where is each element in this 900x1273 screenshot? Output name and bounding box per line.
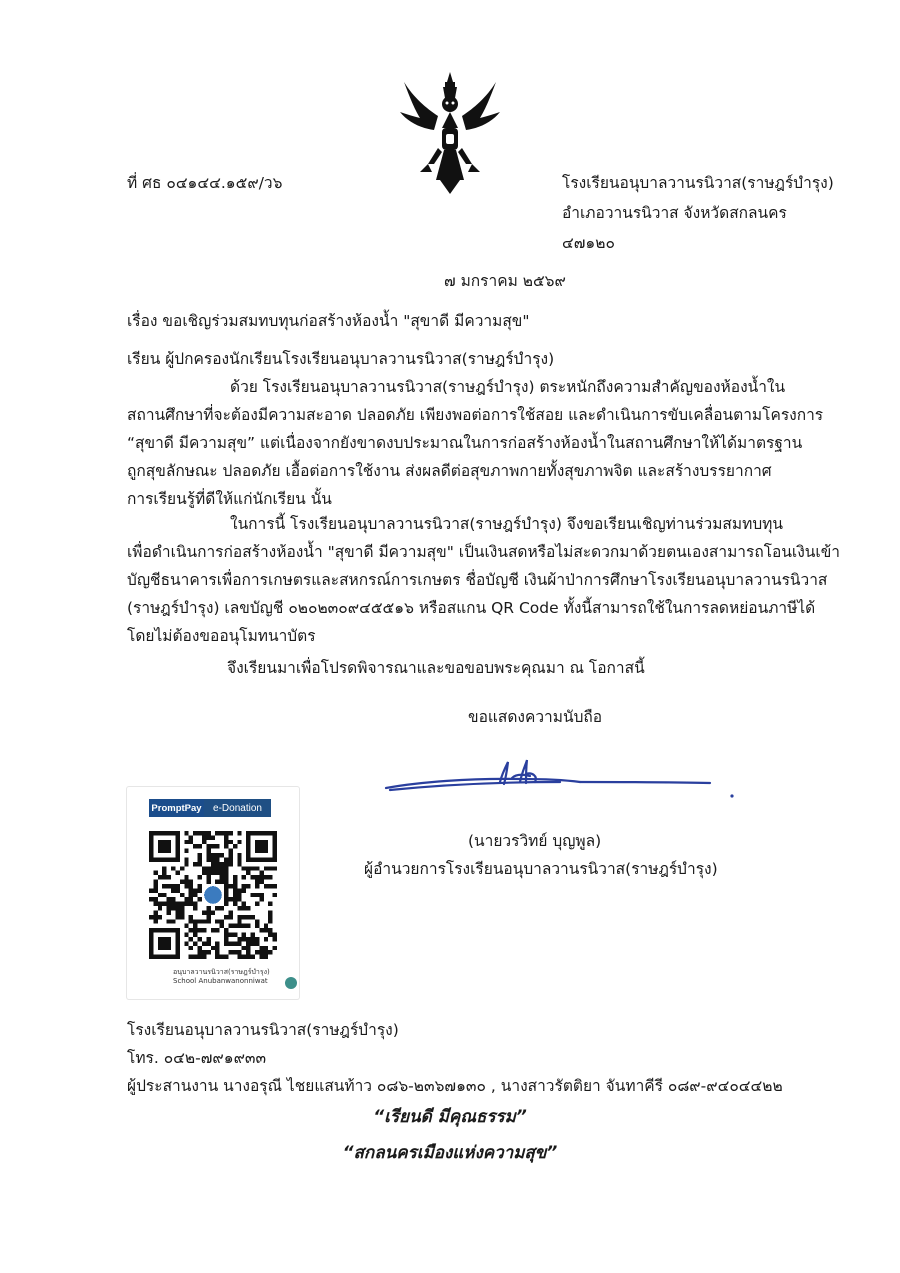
letter-date: ๗ มกราคม ๒๕๖๙ — [444, 272, 566, 290]
closing-sentence: จึงเรียนมาเพื่อโปรดพิจารณาและขอขอบพระคุณมา ณ โอกาสนี้ — [227, 659, 645, 677]
regards-text: ขอแสดงความนับถือ — [468, 708, 603, 726]
paragraph-line: โดยไม่ต้องขออนุโมทนาบัตร — [127, 627, 316, 645]
paragraph-line: ด้วย โรงเรียนอนุบาลวานรนิวาส(ราษฎร์บำรุง) ตระหนักถึงความสำคัญของห้องน้ำใน — [230, 378, 786, 396]
reference-number: ที่ ศธ ๐๔๑๔๔.๑๕๙/ว๖ — [127, 174, 283, 192]
paragraph-line: สถานศึกษาที่จะต้องมีความสะอาด ปลอดภัย เพียงพอต่อการใช้สอย และดำเนินการขับเคลื่อนตามโครงการ — [127, 406, 824, 424]
sender-postcode: ๔๗๑๒๐ — [562, 234, 615, 252]
paragraph-line: เพื่อดำเนินการก่อสร้างห้องน้ำ "สุขาดี มีความสุข" เป็นเงินสดหรือไม่สะดวกมาด้วยตนเองสามารถโอนเงินเข้า — [127, 543, 840, 561]
school-motto: “เรียนดี มีคุณธรรม” — [373, 1107, 527, 1127]
letter-recipient: เรียน ผู้ปกครองนักเรียนโรงเรียนอนุบาลวานรนิวาส(ราษฎร์บำรุง) — [127, 350, 555, 368]
paragraph-line: ถูกสุขลักษณะ ปลอดภัย เอื้อต่อการใช้งาน ส่งผลดีต่อสุขภาพกายทั้งสุขภาพจิต และสร้างบรรยากาศ — [127, 462, 772, 480]
footer-coordinators: ผู้ประสานงาน นางอรุณี ไชยแสนท้าว ๐๘๖-๒๓๖๗๑๓๐ , นางสาวรัตติยา จันทาคีรี ๐๘๙-๙๔๐๔๔๒๒ — [127, 1077, 783, 1095]
handwritten-signature — [380, 752, 740, 802]
app-badge-icon — [285, 977, 297, 989]
edonation-label: e-Donation — [204, 799, 271, 817]
paragraph-line: การเรียนรู้ที่ดีให้แก่นักเรียน นั้น — [127, 490, 332, 508]
province-motto: “สกลนครเมืองแห่งความสุข” — [342, 1143, 558, 1163]
sender-address — [562, 172, 834, 262]
paragraph-line: (ราษฎร์บำรุง) เลขบัญชี ๐๒๐๒๓๐๙๔๕๕๑๖ หรือสแกน QR Code ทั้งนี้สามารถใช้ในการลดหย่อนภาษีได้ — [127, 599, 816, 617]
paragraph-line: บัญชีธนาคารเพื่อการเกษตรและสหกรณ์การเกษตร ชื่อบัญชี เงินผ้าป่าการศึกษาโรงเรียนอนุบาลวานรนิวาส — [127, 571, 828, 589]
footer-telephone: โทร. ๐๔๒-๗๙๑๙๓๓ — [127, 1049, 267, 1067]
qr-donation-card[interactable] — [127, 787, 299, 999]
signer-position: ผู้อำนวยการโรงเรียนอนุบาลวานรนิวาส(ราษฎร์บำรุง) — [364, 860, 718, 878]
body-paragraph-1 — [127, 376, 824, 516]
qr-card-header — [149, 799, 271, 817]
sender-school: โรงเรียนอนุบาลวานรนิวาส(ราษฎร์บำรุง) — [562, 174, 834, 192]
paragraph-line: ในการนี้ โรงเรียนอนุบาลวานรนิวาส(ราษฎร์บำรุง) จึงขอเรียนเชิญท่านร่วมสมทบทุน — [230, 515, 783, 533]
footer-school: โรงเรียนอนุบาลวานรนิวาส(ราษฎร์บำรุง) — [127, 1021, 399, 1039]
qr-caption-english: School Anubanwanonniwat — [173, 977, 268, 985]
paragraph-line: “สุขาดี มีความสุข” แต่เนื่องจากยังขาดงบประมาณในการก่อสร้างห้องน้ำในสถานศึกษาให้ได้มาตรฐาน — [127, 434, 803, 452]
signer-name: (นายวรวิทย์ บุญพูล) — [468, 832, 602, 850]
body-paragraph-2 — [127, 513, 840, 653]
garuda-emblem-icon — [398, 68, 502, 196]
qr-caption-thai: อนุบาลวานรนิวาส(ราษฎร์บำรุง) — [173, 968, 270, 976]
qr-code[interactable] — [149, 831, 277, 959]
promptpay-logo: PromptPay — [149, 799, 204, 817]
letter-subject: เรื่อง ขอเชิญร่วมสมทบทุนก่อสร้างห้องน้ำ "สุขาดี มีความสุข" — [127, 312, 530, 330]
sender-district: อำเภอวานรนิวาส จังหวัดสกลนคร — [562, 204, 787, 222]
